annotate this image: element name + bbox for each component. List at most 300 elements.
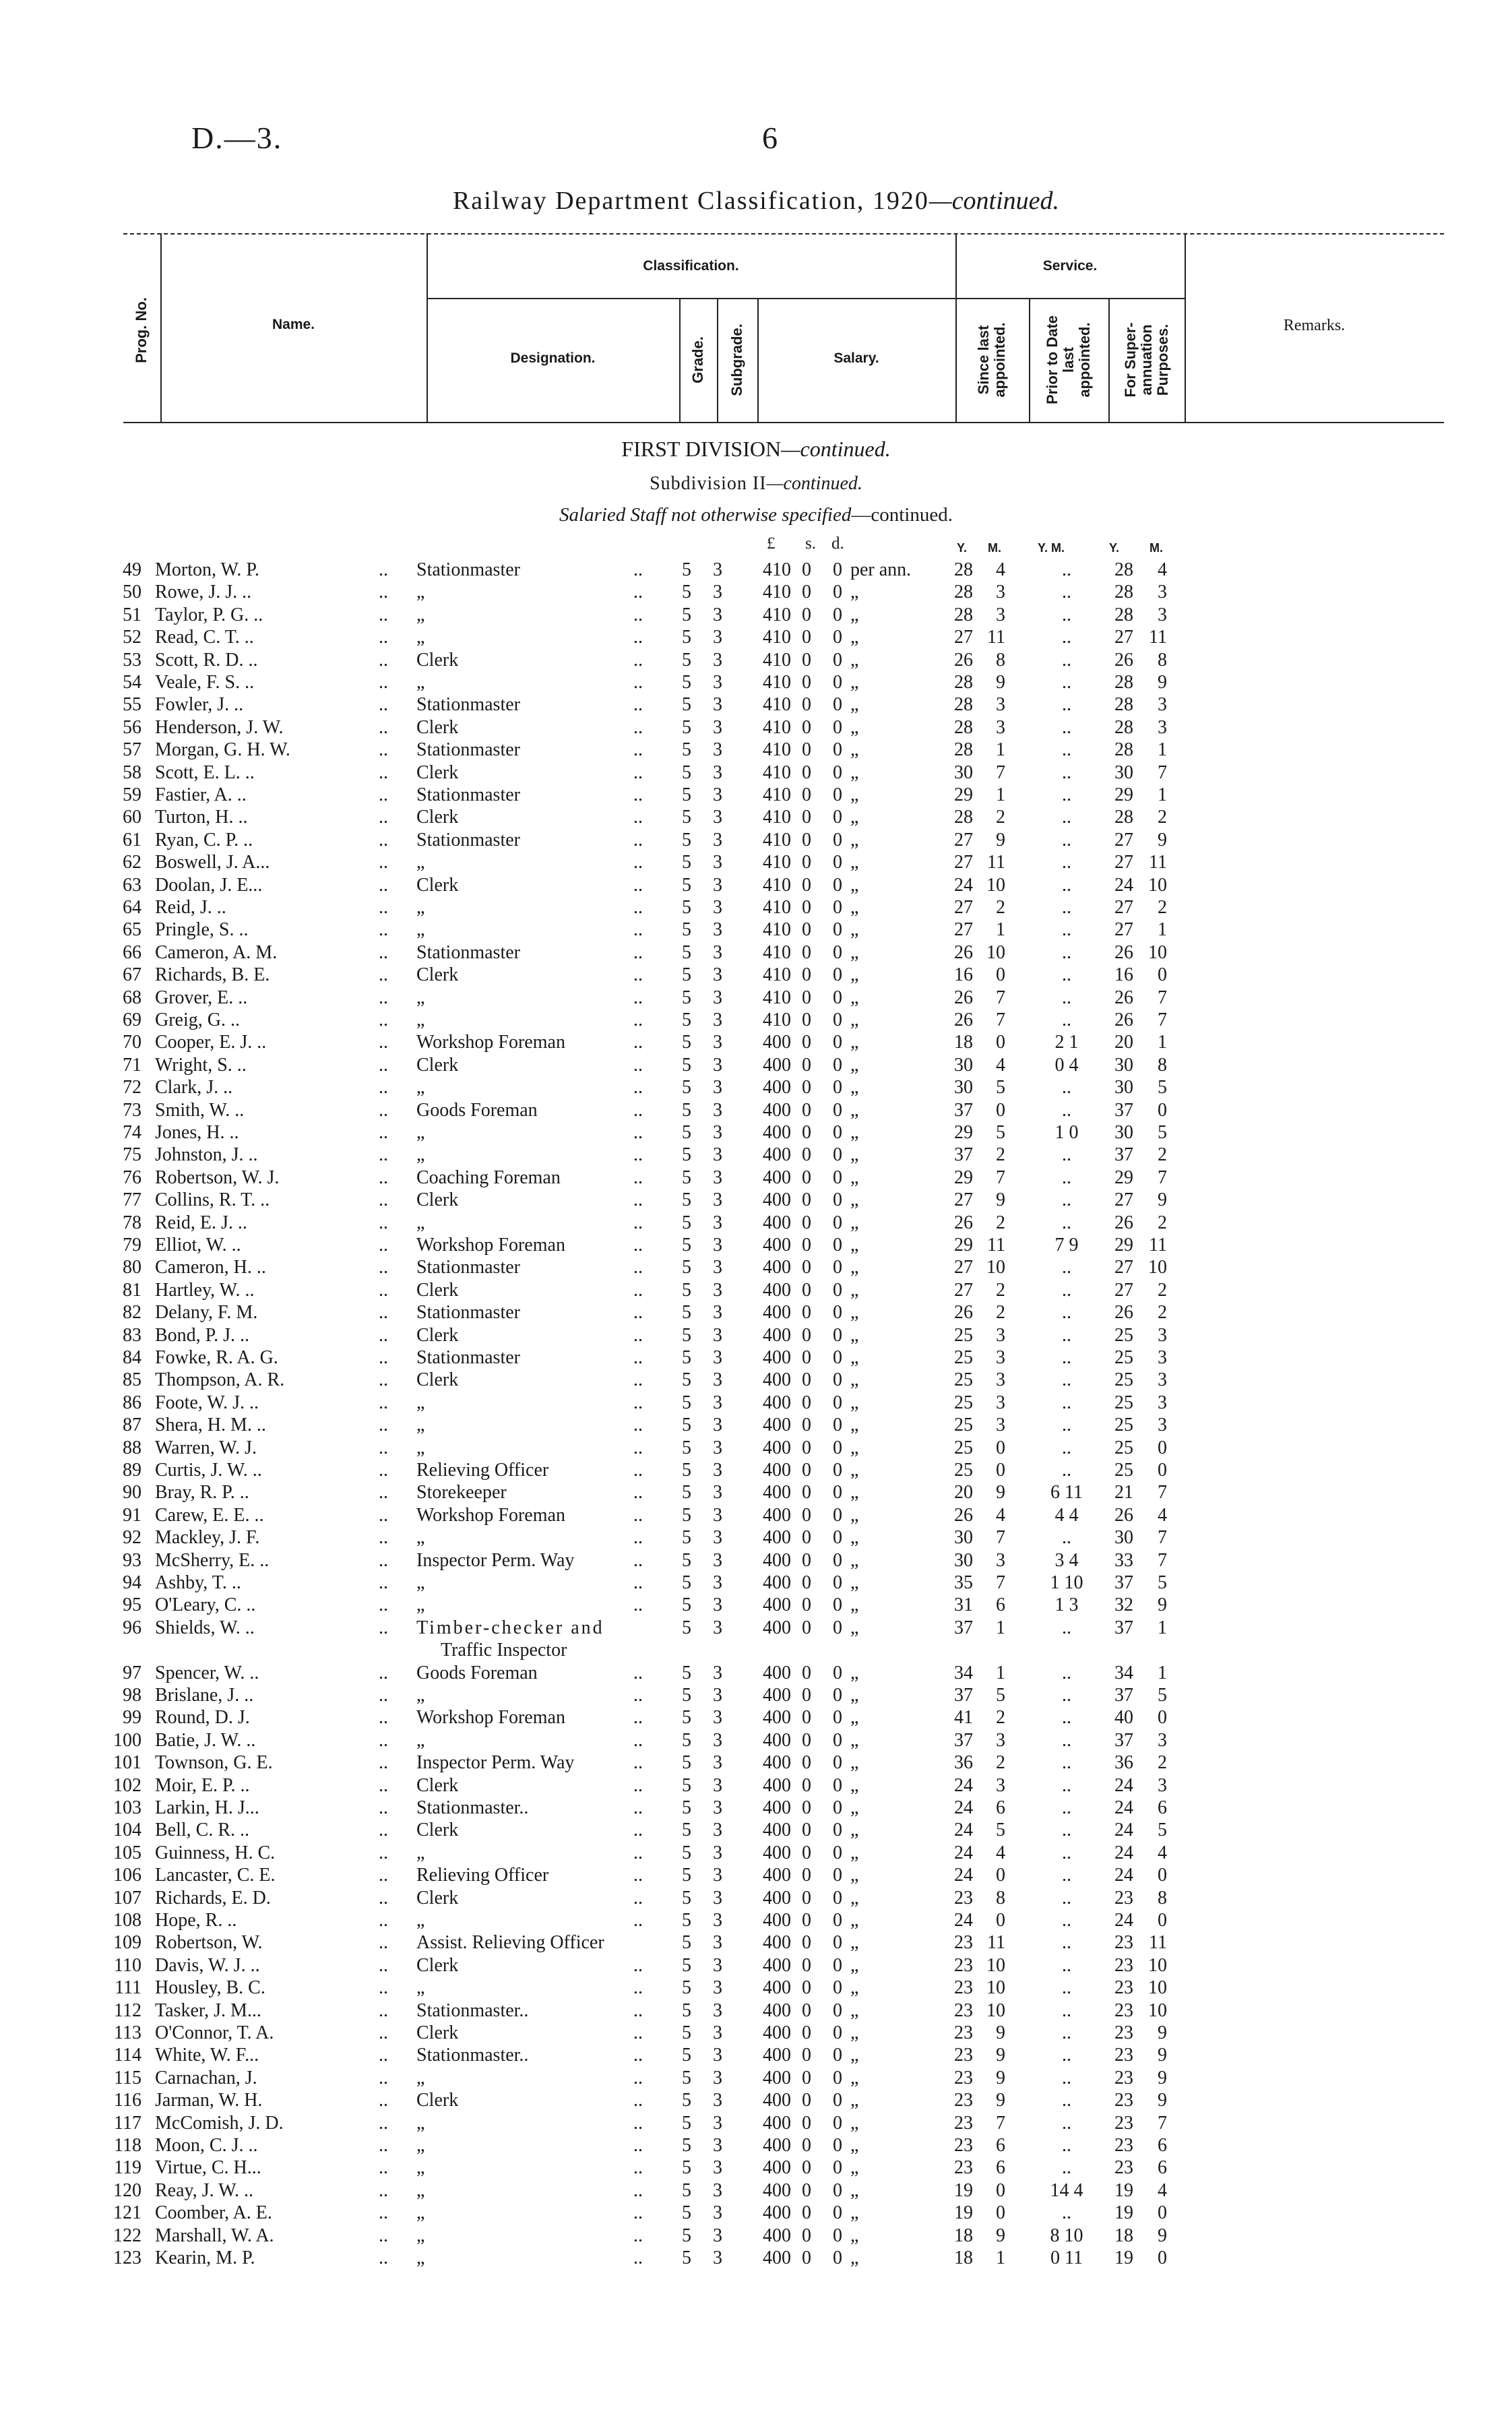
cell-d: 0 — [833, 1077, 842, 1098]
cell-name: Shields, W. .. — [155, 1617, 255, 1638]
unit-pence: d. — [831, 534, 844, 553]
cell-m3: 2 — [1158, 1302, 1167, 1323]
cell-sub: 3 — [713, 604, 722, 625]
cell-s: 0 — [802, 2000, 811, 2021]
cell-desig: Clerk — [416, 1325, 459, 1346]
cell-desig: Goods Foreman — [416, 1663, 538, 1683]
cell-y3: 23 — [1114, 2000, 1133, 2021]
cell-sub: 3 — [713, 1572, 722, 1593]
cell-m1: 0 — [996, 2180, 1005, 2201]
cell-grade: 5 — [682, 762, 691, 783]
cell-sep: .. — [633, 1572, 643, 1593]
cell-per: „ — [850, 2135, 859, 2156]
cell-sep: .. — [633, 1280, 643, 1301]
cell-grade: 5 — [682, 1820, 691, 1840]
cell-m3: 3 — [1158, 1730, 1167, 1751]
cell-d: 0 — [833, 1594, 842, 1615]
cell-m1: 7 — [996, 762, 1005, 783]
cell-m3: 0 — [1158, 1100, 1167, 1121]
cell-sep: .. — [633, 1032, 643, 1053]
cell-no: 83 — [123, 1325, 141, 1346]
cell-desig: Clerk — [416, 1820, 459, 1840]
cell-s: 0 — [802, 1347, 811, 1368]
cell-y1: 28 — [954, 739, 973, 760]
cell-salary: 400 — [763, 2135, 791, 2156]
cell-sub: 3 — [713, 694, 722, 715]
cell-s: 0 — [802, 1369, 811, 1390]
cell-d: 0 — [833, 2135, 842, 2156]
cell-m1: 3 — [996, 1369, 1005, 1390]
cell-no: 98 — [123, 1685, 141, 1706]
cell-grade: 5 — [682, 1910, 691, 1931]
cell-y3: 37 — [1114, 1144, 1133, 1165]
cell-grade: 5 — [682, 1235, 691, 1255]
cell-grade: 5 — [682, 2045, 691, 2066]
cell-y1: 24 — [954, 875, 973, 896]
cell-m1: 9 — [996, 2045, 1005, 2066]
cell-sep: .. — [633, 694, 643, 715]
cell-salary: 400 — [763, 1932, 791, 1953]
cell-grade: 5 — [682, 852, 691, 873]
cell-prior: .. — [1062, 1347, 1071, 1368]
cell-no: 110 — [114, 1955, 141, 1976]
cell-y3: 33 — [1114, 1550, 1133, 1571]
cell-pre: .. — [379, 1100, 388, 1121]
cell-desig: Stationmaster — [416, 739, 520, 760]
cell-sub: 3 — [713, 2180, 722, 2201]
cell-prior: .. — [1062, 582, 1071, 602]
cell-desig: Stationmaster — [416, 830, 520, 850]
cell-m3: 4 — [1158, 1505, 1167, 1526]
cell-name: Ryan, C. P. .. — [155, 830, 253, 850]
cell-salary: 410 — [763, 784, 791, 805]
cell-prior: .. — [1062, 897, 1071, 918]
cell-s: 0 — [802, 1010, 811, 1030]
cell-no: 120 — [113, 2180, 141, 2201]
cell-d: 0 — [833, 1347, 842, 1368]
cell-prior: .. — [1062, 1842, 1071, 1863]
cell-desig: „ — [416, 1730, 425, 1751]
cell-desig: „ — [416, 2202, 425, 2223]
cell-m3: 3 — [1158, 582, 1167, 602]
cell-grade: 5 — [682, 1437, 691, 1458]
cell-d: 0 — [833, 2045, 842, 2066]
cell-desig: Workshop Foreman — [416, 1707, 565, 1728]
cell-grade: 5 — [682, 739, 691, 760]
cell-sub: 3 — [713, 1235, 722, 1255]
cell-name: Pringle, S. .. — [155, 919, 249, 940]
cell-desig: Workshop Foreman — [416, 1235, 565, 1255]
cell-pre: .. — [379, 1167, 388, 1188]
cell-per: „ — [850, 919, 859, 940]
cell-salary: 400 — [763, 1572, 791, 1593]
cell-no: 66 — [123, 942, 141, 963]
cell-sub: 3 — [713, 1369, 722, 1390]
cell-prior: .. — [1062, 1888, 1071, 1909]
cell-no: 74 — [123, 1122, 141, 1143]
cell-sub: 3 — [713, 2135, 722, 2156]
cell-y1: 25 — [954, 1347, 973, 1368]
cell-m3: 2 — [1158, 1752, 1167, 1773]
cell-sep: .. — [633, 739, 643, 760]
cell-desig: Stationmaster.. — [416, 1797, 529, 1818]
cell-y3: 19 — [1114, 2180, 1133, 2201]
cell-no: 65 — [123, 919, 141, 940]
cell-pre: .. — [379, 1122, 388, 1143]
cell-sub: 3 — [713, 875, 722, 896]
cell-no: 113 — [114, 2022, 141, 2043]
cell-s: 0 — [802, 1752, 811, 1773]
cell-m1: 2 — [996, 897, 1005, 918]
cell-pre: .. — [379, 1369, 388, 1390]
cell-sub: 3 — [713, 784, 722, 805]
cell-sep: .. — [633, 1482, 643, 1503]
cell-name: Scott, E. L. .. — [155, 762, 255, 783]
cell-name: Spencer, W. .. — [155, 1663, 259, 1683]
cell-name: Jones, H. .. — [155, 1122, 239, 1143]
cell-y1: 37 — [954, 1100, 973, 1121]
cell-m3: 4 — [1158, 2180, 1167, 2201]
cell-m3: 10 — [1148, 1977, 1167, 1998]
cell-m1: 4 — [996, 1842, 1005, 1863]
cell-grade: 5 — [682, 1685, 691, 1706]
cell-y1: 26 — [954, 1212, 973, 1233]
cell-y3: 23 — [1114, 2113, 1133, 2134]
cell-prior: .. — [1062, 852, 1071, 873]
cell-m3: 0 — [1158, 1437, 1167, 1458]
cell-y3: 25 — [1114, 1369, 1133, 1390]
cell-m1: 9 — [996, 1189, 1005, 1210]
cell-s: 0 — [802, 1910, 811, 1931]
cell-prior: .. — [1062, 964, 1071, 985]
cell-y1: 31 — [954, 1594, 973, 1615]
cell-name: Tasker, J. M... — [155, 2000, 261, 2021]
cell-s: 0 — [802, 1775, 811, 1796]
cell-m1: 9 — [996, 2090, 1005, 2111]
cell-y1: 23 — [954, 2135, 973, 2156]
cell-pre: .. — [379, 1212, 388, 1233]
cell-salary: 400 — [763, 1977, 791, 1998]
cell-y1: 30 — [954, 1527, 973, 1548]
cell-salary: 400 — [763, 1100, 791, 1121]
cell-per: „ — [850, 1347, 859, 1368]
cell-no: 64 — [123, 897, 141, 918]
cell-y1: 23 — [954, 2022, 973, 2043]
cell-no: 90 — [123, 1482, 141, 1503]
cell-desig: „ — [416, 1415, 425, 1435]
cell-per: „ — [850, 1775, 859, 1796]
cell-prior: 7 9 — [1054, 1235, 1079, 1255]
cell-y1: 24 — [954, 1910, 973, 1931]
cell-y1: 20 — [954, 1482, 973, 1503]
cell-m1: 4 — [996, 1055, 1005, 1076]
cell-no: 121 — [113, 2202, 141, 2223]
cell-no: 81 — [123, 1280, 141, 1301]
cell-s: 0 — [802, 582, 811, 602]
cell-s: 0 — [802, 2113, 811, 2134]
cell-y3: 25 — [1114, 1437, 1133, 1458]
cell-per: „ — [850, 1550, 859, 1571]
cell-per: „ — [850, 1888, 859, 1909]
cell-m3: 11 — [1149, 627, 1167, 648]
staff-note-italic: Salaried Staff not otherwise specified — [559, 504, 852, 526]
cell-y3: 27 — [1114, 830, 1133, 850]
subdivision-text: Subdivision II — [650, 473, 767, 494]
cell-m1: 10 — [986, 1977, 1005, 1998]
cell-salary: 410 — [763, 650, 791, 671]
cell-m1: 2 — [996, 1752, 1005, 1773]
cell-per: „ — [850, 2180, 859, 2201]
cell-m1: 9 — [996, 672, 1005, 693]
cell-d: 0 — [833, 830, 842, 850]
cell-grade: 5 — [682, 1842, 691, 1863]
cell-sub: 3 — [713, 1527, 722, 1548]
cell-no: 70 — [123, 1032, 141, 1053]
cell-sep: .. — [633, 830, 643, 850]
cell-m1: 1 — [996, 739, 1005, 760]
cell-m3: 5 — [1158, 1572, 1167, 1593]
cell-y3: 23 — [1114, 2045, 1133, 2066]
cell-no: 97 — [123, 1663, 141, 1683]
unit-years-since: Y. — [957, 541, 968, 555]
cell-m1: 7 — [996, 1572, 1005, 1593]
cell-prior: .. — [1062, 1775, 1071, 1796]
cell-name: McSherry, E. .. — [155, 1550, 270, 1571]
cell-y3: 30 — [1114, 762, 1133, 783]
cell-sep: .. — [633, 1257, 643, 1278]
cell-m3: 3 — [1158, 1392, 1167, 1413]
cell-m3: 7 — [1158, 987, 1167, 1008]
cell-no: 119 — [114, 2157, 141, 2178]
cell-name: Mackley, J. F. — [155, 1527, 260, 1548]
cell-s: 0 — [802, 1415, 811, 1435]
cell-s: 0 — [802, 1527, 811, 1548]
cell-d: 0 — [833, 1572, 842, 1593]
cell-per: „ — [850, 1369, 859, 1390]
cell-d: 0 — [833, 1369, 842, 1390]
cell-grade: 5 — [682, 2180, 691, 2201]
cell-per: „ — [850, 2090, 859, 2111]
cell-y1: 26 — [954, 650, 973, 671]
cell-desig: Timber-checker and — [416, 1617, 604, 1638]
cell-sub: 3 — [713, 739, 722, 760]
cell-prior: .. — [1062, 1167, 1071, 1188]
cell-grade: 5 — [682, 1955, 691, 1976]
cell-pre: .. — [379, 1820, 388, 1840]
cell-sub: 3 — [713, 1505, 722, 1526]
cell-name: Cooper, E. J. .. — [155, 1032, 267, 1053]
cell-s: 0 — [802, 1032, 811, 1053]
cell-prior: 0 11 — [1050, 2247, 1083, 2268]
cell-m1: 7 — [996, 1167, 1005, 1188]
cell-y3: 30 — [1114, 1055, 1133, 1076]
cell-name: Fowler, J. .. — [155, 694, 244, 715]
cell-salary: 410 — [763, 582, 791, 602]
cell-d: 0 — [833, 2113, 842, 2134]
cell-prior: .. — [1062, 830, 1071, 850]
cell-y3: 25 — [1114, 1347, 1133, 1368]
cell-s: 0 — [802, 1100, 811, 1121]
cell-desig: Clerk — [416, 650, 459, 671]
cell-desig: Clerk — [416, 1369, 459, 1390]
cell-grade: 5 — [682, 604, 691, 625]
cell-per: „ — [850, 1797, 859, 1818]
cell-m1: 11 — [987, 627, 1005, 648]
cell-per: „ — [850, 1257, 859, 1278]
cell-y1: 30 — [954, 1077, 973, 1098]
cell-salary: 400 — [763, 2202, 791, 2223]
cell-d: 0 — [833, 1482, 842, 1503]
cell-s: 0 — [802, 1055, 811, 1076]
cell-y1: 27 — [954, 852, 973, 873]
cell-grade: 5 — [682, 1707, 691, 1728]
cell-salary: 410 — [763, 717, 791, 738]
cell-grade: 5 — [682, 784, 691, 805]
cell-d: 0 — [833, 1663, 842, 1683]
cell-y1: 24 — [954, 1865, 973, 1886]
cell-prior: 2 1 — [1054, 1032, 1079, 1053]
cell-grade: 5 — [682, 1730, 691, 1751]
cell-s: 0 — [802, 1550, 811, 1571]
cell-m1: 0 — [996, 1865, 1005, 1886]
cell-grade: 5 — [682, 2000, 691, 2021]
cell-sep: .. — [633, 1325, 643, 1346]
cell-s: 0 — [802, 1122, 811, 1143]
cell-name: Larkin, H. J... — [155, 1797, 259, 1818]
cell-no: 85 — [123, 1369, 141, 1390]
cell-no: 71 — [123, 1055, 141, 1076]
cell-salary: 400 — [763, 1189, 791, 1210]
cell-y1: 27 — [954, 830, 973, 850]
cell-d: 0 — [833, 1527, 842, 1548]
cell-per: „ — [850, 875, 859, 896]
cell-sep: .. — [633, 2068, 643, 2088]
cell-per: „ — [850, 1280, 859, 1301]
cell-pre: .. — [379, 2247, 388, 2268]
cell-d: 0 — [833, 1775, 842, 1796]
cell-d: 0 — [833, 1977, 842, 1998]
cell-y3: 28 — [1114, 559, 1133, 580]
cell-pre: .. — [379, 1594, 388, 1615]
cell-grade: 5 — [682, 2135, 691, 2156]
cell-s: 0 — [802, 2202, 811, 2223]
cell-s: 0 — [802, 2090, 811, 2111]
cell-y1: 37 — [954, 1617, 973, 1638]
cell-prior: .. — [1062, 1932, 1071, 1953]
cell-no: 80 — [123, 1257, 141, 1278]
cell-grade: 5 — [682, 1663, 691, 1683]
cell-salary: 410 — [763, 919, 791, 940]
document-title — [0, 186, 1512, 216]
cell-desig: „ — [416, 1392, 425, 1413]
cell-sep: .. — [633, 1055, 643, 1076]
cell-d: 0 — [833, 2225, 842, 2246]
cell-no: 53 — [123, 650, 141, 671]
cell-d: 0 — [833, 964, 842, 985]
cell-salary: 400 — [763, 1055, 791, 1076]
cell-s: 0 — [802, 1617, 811, 1638]
cell-m3: 2 — [1158, 897, 1167, 918]
cell-y3: 20 — [1114, 1032, 1133, 1053]
col-rule-8 — [1108, 298, 1110, 422]
cell-d: 0 — [833, 2090, 842, 2111]
cell-name: Turton, H. .. — [155, 807, 248, 828]
cell-m3: 1 — [1158, 739, 1167, 760]
header-prog-no-text: Prog. No. — [133, 297, 150, 363]
cell-prior: .. — [1062, 1392, 1071, 1413]
cell-s: 0 — [802, 987, 811, 1008]
cell-m1: 10 — [986, 875, 1005, 896]
cell-y3: 37 — [1114, 1617, 1133, 1638]
cell-d: 0 — [833, 897, 842, 918]
cell-name: Elliot, W. .. — [155, 1235, 241, 1255]
subdivision-heading — [0, 473, 1512, 495]
cell-m1: 4 — [996, 1505, 1005, 1526]
cell-y3: 24 — [1114, 1842, 1133, 1863]
cell-desig: Clerk — [416, 1055, 459, 1076]
cell-s: 0 — [802, 2068, 811, 2088]
cell-d: 0 — [833, 1302, 842, 1323]
cell-per: „ — [850, 1212, 859, 1233]
cell-no: 104 — [113, 1820, 141, 1840]
cell-name: Smith, W. .. — [155, 1100, 245, 1121]
cell-grade: 5 — [682, 1932, 691, 1953]
cell-m3: 9 — [1158, 2045, 1167, 2066]
cell-prior: .. — [1062, 1010, 1071, 1030]
cell-prior: .. — [1062, 1325, 1071, 1346]
cell-sep: .. — [633, 1707, 643, 1728]
cell-y1: 29 — [954, 784, 973, 805]
cell-name: Johnston, J. .. — [155, 1144, 258, 1165]
cell-sub: 3 — [713, 1392, 722, 1413]
cell-y3: 24 — [1114, 1910, 1133, 1931]
cell-m1: 0 — [996, 1100, 1005, 1121]
cell-sub: 3 — [713, 1842, 722, 1863]
cell-per: „ — [850, 2045, 859, 2066]
cell-no: 94 — [123, 1572, 141, 1593]
cell-y3: 16 — [1114, 964, 1133, 985]
cell-pre: .. — [379, 2068, 388, 2088]
cell-m1: 3 — [996, 1325, 1005, 1346]
cell-per: „ — [850, 1842, 859, 1863]
cell-d: 0 — [833, 1235, 842, 1255]
cell-sub: 3 — [713, 1730, 722, 1751]
cell-sep: .. — [633, 1685, 643, 1706]
cell-d: 0 — [833, 1730, 842, 1751]
cell-name: Shera, H. M. .. — [155, 1415, 266, 1435]
header-classification: Classification. — [643, 258, 739, 274]
cell-d: 0 — [833, 2068, 842, 2088]
cell-d: 0 — [833, 739, 842, 760]
cell-pre: .. — [379, 1797, 388, 1818]
cell-sep: .. — [633, 2045, 643, 2066]
cell-pre: .. — [379, 1955, 388, 1976]
cell-prior: .. — [1062, 694, 1071, 715]
cell-per: „ — [850, 1460, 859, 1481]
cell-salary: 400 — [763, 1122, 791, 1143]
cell-per: „ — [850, 1617, 859, 1638]
cell-y1: 26 — [954, 987, 973, 1008]
cell-prior: .. — [1062, 1752, 1071, 1773]
cell-name: Richards, E. D. — [155, 1888, 271, 1909]
cell-sep: .. — [633, 1888, 643, 1909]
cell-sub: 3 — [713, 1212, 722, 1233]
cell-desig: Workshop Foreman — [416, 1032, 565, 1053]
cell-d: 0 — [833, 2000, 842, 2021]
cell-desig: „ — [416, 1212, 425, 1233]
cell-m3: 0 — [1158, 1910, 1167, 1931]
cell-per: „ — [850, 2113, 859, 2134]
